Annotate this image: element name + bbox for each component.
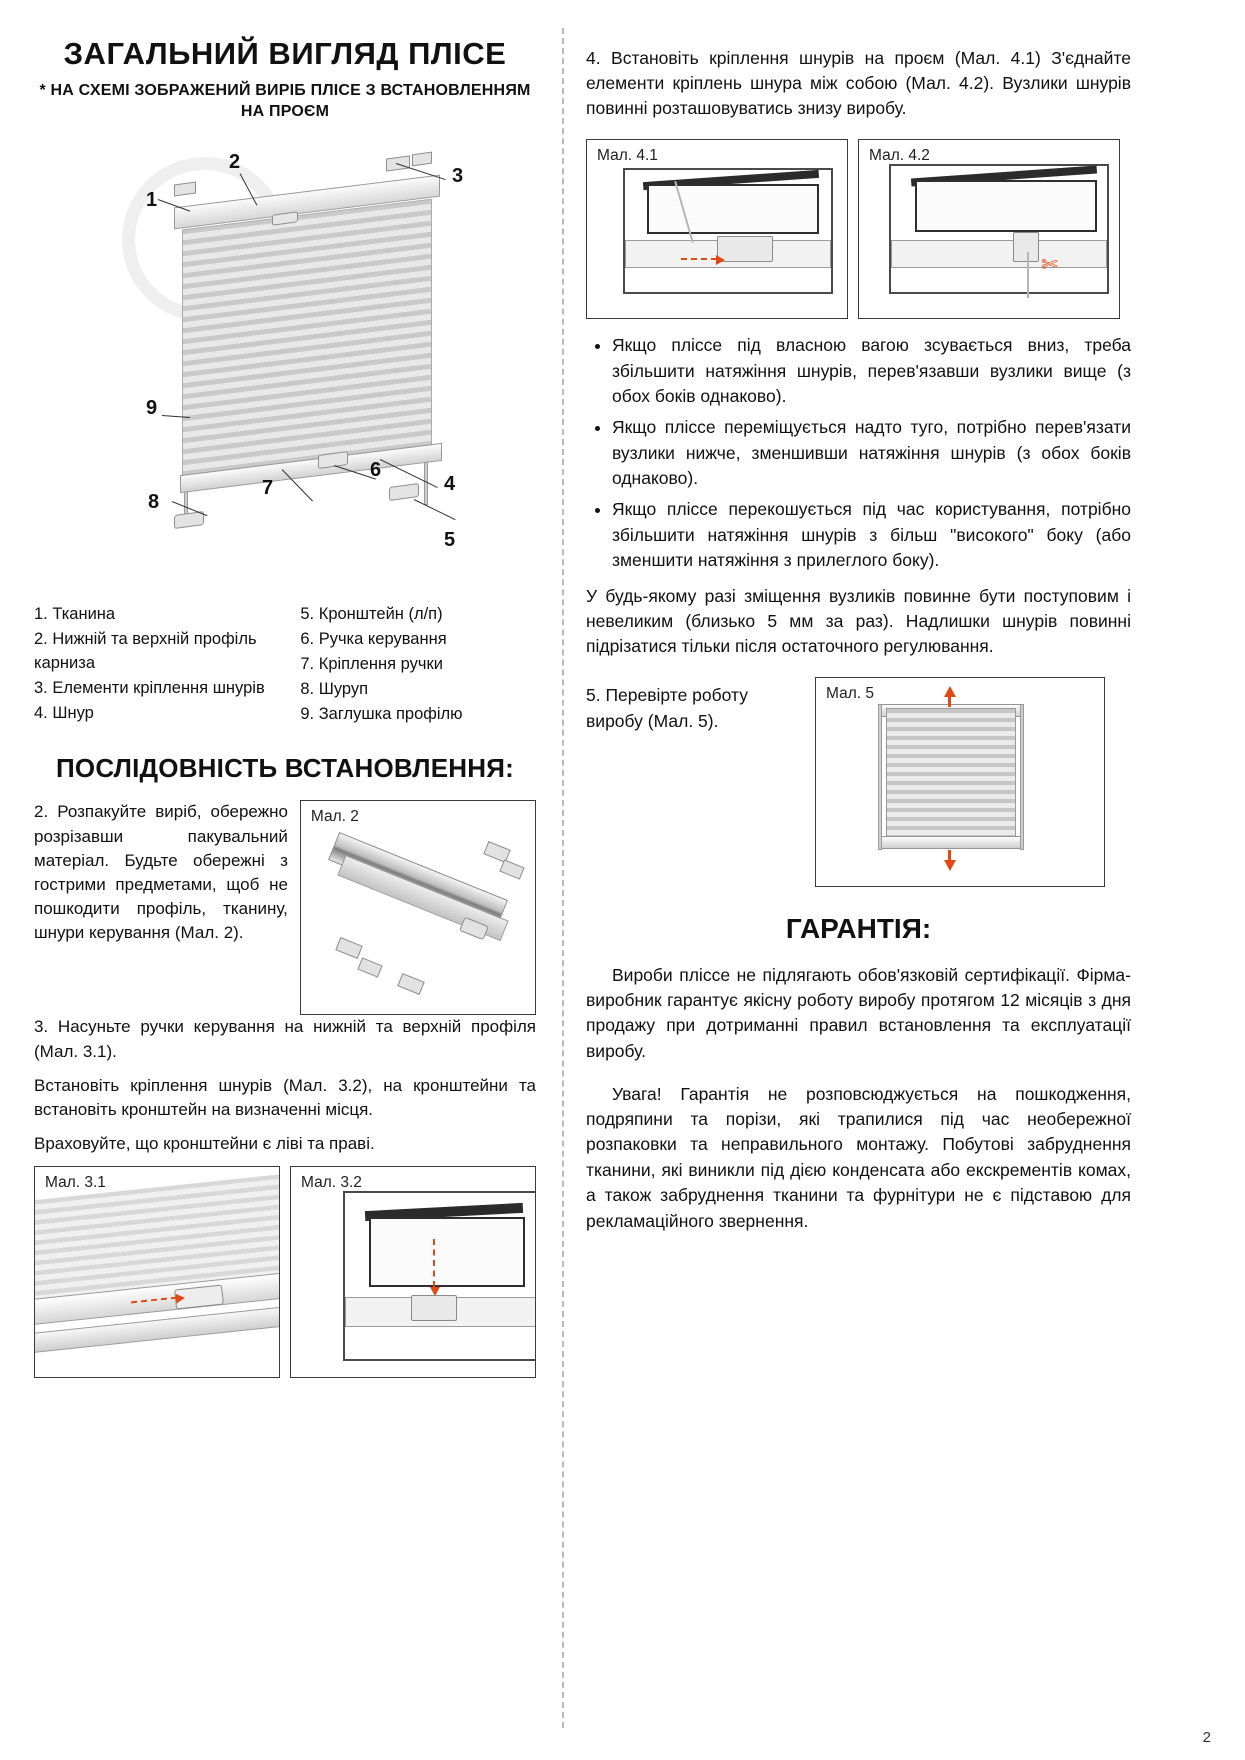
figure-4-1-arrow <box>681 258 717 260</box>
legend-column-1 <box>34 603 284 728</box>
legend-item: 2. Нижній та верхній профіль карниза <box>34 629 257 672</box>
figure-2-bracket-a <box>335 937 362 959</box>
figure-3-1-label: Мал. 3.1 <box>45 1174 106 1192</box>
figure-5-arrow-up <box>944 686 956 697</box>
figure-4-1-label: Мал. 4.1 <box>597 147 658 165</box>
warranty-title: ГАРАНТІЯ: <box>785 913 932 945</box>
figure-5-rail-bottom <box>880 836 1022 849</box>
figure-5-label: Мал. 5 <box>826 685 874 703</box>
figure-3-2-glass <box>369 1217 525 1287</box>
legend-item: 9. Заглушка профілю <box>300 704 463 723</box>
column-divider <box>562 28 564 1728</box>
legend-item: 8. Шуруп <box>300 679 369 698</box>
callout-7: 7 <box>262 476 274 499</box>
legend-item: 1. Тканина <box>34 604 116 623</box>
figure-row-3 <box>34 1166 536 1378</box>
figure-5-fabric <box>886 708 1016 838</box>
figure-4-1 <box>586 139 848 319</box>
step-2-text: 2. Розпакуйте виріб, обережно розрізавши пакувальний матеріал. Будьте обережні з гострими предметами, щоб не пошкодити профіль, тканину, шнури керування (Мал. 2). <box>34 802 288 943</box>
bullet-item: • Якщо пліссе переміщується надто туго, потрібно перев'язати вузлики нижче, зменшивши натяжіння шнурів (з обох боків однаково). <box>612 415 1131 491</box>
step-2-text-wrap <box>34 800 288 955</box>
adjustment-bullets <box>586 333 1131 573</box>
callout-9: 9 <box>146 396 158 419</box>
warranty-paragraph-1: Вироби пліссе не підлягають обов'язковій сертифікації. Фірма-виробник гарантує якісну роботу виробу протягом 12 місяців з дня продажу при дотриманні правил встановлення та експлуатації виробу. <box>586 964 1131 1061</box>
page-subtitle: * НА СХЕМІ ЗОБРАЖЕНИЙ ВИРІБ ПЛІСЕ З ВСТАНОВЛЕННЯМ НА ПРОЄМ <box>39 81 531 121</box>
figure-3-2-mount-plate <box>411 1295 457 1321</box>
callout-5: 5 <box>444 528 456 551</box>
figure-5-arrow-down-stem <box>948 850 951 860</box>
legend-item: 5. Кронштейн (л/п) <box>300 604 443 623</box>
legend <box>34 603 536 728</box>
callout-3: 3 <box>452 164 464 187</box>
figure-2 <box>300 800 536 1015</box>
legend-column-2 <box>300 603 536 728</box>
bullet-item: • Якщо пліссе під власною вагою зсувається вниз, треба збільшити натяжіння шнурів, перев'язавши вузлики вище (з обох боків однаково). <box>612 333 1131 409</box>
figure-5-rod-left <box>878 704 882 850</box>
figure-5-arrow-down <box>944 860 956 871</box>
callout-8: 8 <box>148 490 160 513</box>
callout-4: 4 <box>444 472 456 495</box>
legend-item: 7. Кріплення ручки <box>300 654 443 673</box>
figure-4-2-cord <box>1027 252 1029 298</box>
figure-5-rod-right <box>1020 704 1024 850</box>
figure-4-2 <box>858 139 1120 319</box>
figure-4-2-sill <box>891 240 1107 268</box>
install-sequence-title: ПОСЛІДОВНІСТЬ ВСТАНОВЛЕННЯ: <box>56 753 514 784</box>
figure-5 <box>815 677 1105 887</box>
step-3-text-3: Враховуйте, що кронштейни є ліві та праві. <box>34 1133 375 1153</box>
figure-4-2-mount-plate <box>1013 232 1039 262</box>
figure-3-2-label: Мал. 3.2 <box>301 1174 362 1192</box>
figure-5-arrow-up-stem <box>948 697 951 707</box>
legend-item: 3. Елементи кріплення шнурів <box>34 678 265 697</box>
figure-3-1 <box>34 1166 280 1378</box>
figure-4-2-label: Мал. 4.2 <box>869 147 930 165</box>
warranty-paragraph-2: Увага! Гарантія не розповсюджується на пошкодження, подряпини та порізи, які трапилися під час необережної розпаковки та неправильного монтажу. Побутові забруднення тканини, які виникли під дією конденсата або екскрементів комах, а також забруднення тканини та фурнітури не є підставою для рекламаційного звернення. <box>586 1083 1131 1231</box>
figure-2-bracket-c <box>397 973 424 995</box>
legend-item: 6. Ручка керування <box>300 629 447 648</box>
scissors-icon: ✄ <box>1041 254 1058 277</box>
figure-3-2 <box>290 1166 536 1378</box>
figure-3-2-arrow <box>433 1239 435 1287</box>
legend-item: 4. Шнур <box>34 703 94 722</box>
adjustment-note: У будь-якому разі зміщення вузликів повинне бути поступовим і невеликим (близько 5 мм за раз). Надлишки шнурів повинні підрізатися тільки після остаточного регулювання. <box>586 585 1131 657</box>
step-5-block <box>586 677 1131 887</box>
figure-2-bracket-b <box>357 958 382 978</box>
step-5-text: 5. Перевірте роботу виробу (Мал. 5). <box>586 685 748 731</box>
page-title: ЗАГАЛЬНИЙ ВИГЛЯД ПЛІСЕ <box>63 36 507 71</box>
figure-2-label: Мал. 2 <box>310 808 359 826</box>
bullet-item: • Якщо пліссе перекошується під час користування, потрібно збільшити натяжіння шнурів з більш "високого" боку (або зменшити натяжіння з прилеглого боку). <box>612 497 1131 573</box>
right-column <box>586 28 1131 1724</box>
page-number: 2 <box>1202 1729 1211 1746</box>
left-column <box>34 28 554 1724</box>
figure-2-endcap-b <box>499 860 524 880</box>
figure-row-4 <box>586 139 1131 319</box>
step-4-text: 4. Встановіть кріплення шнурів на проєм (Мал. 4.1) З'єднайте елементи кріплень шнура між собою (Мал. 4.2). Вузлики шнурів повинні розташовуватись знизу виробу. <box>586 47 1131 119</box>
bracket-top-right-b <box>412 151 432 166</box>
step-2-block <box>34 800 536 1015</box>
pleated-fabric <box>182 195 432 476</box>
step-3-text-2: Встановіть кріплення шнурів (Мал. 3.2), на кронштейни та встановіть кронштейн на визначенні місця. <box>34 1075 536 1119</box>
leader-5 <box>414 499 456 520</box>
step-3-text-1: 3. Насуньте ручки керування на нижній та верхній профіля (Мал. 3.1). <box>34 1017 536 1061</box>
callout-2: 2 <box>229 150 241 173</box>
figure-4-2-glass <box>915 180 1097 232</box>
product-overview-diagram <box>34 129 536 599</box>
figure-4-1-mount-plate <box>717 236 773 262</box>
figure-4-1-glass <box>647 184 819 234</box>
callout-6: 6 <box>370 458 382 481</box>
callout-1: 1 <box>146 188 158 211</box>
